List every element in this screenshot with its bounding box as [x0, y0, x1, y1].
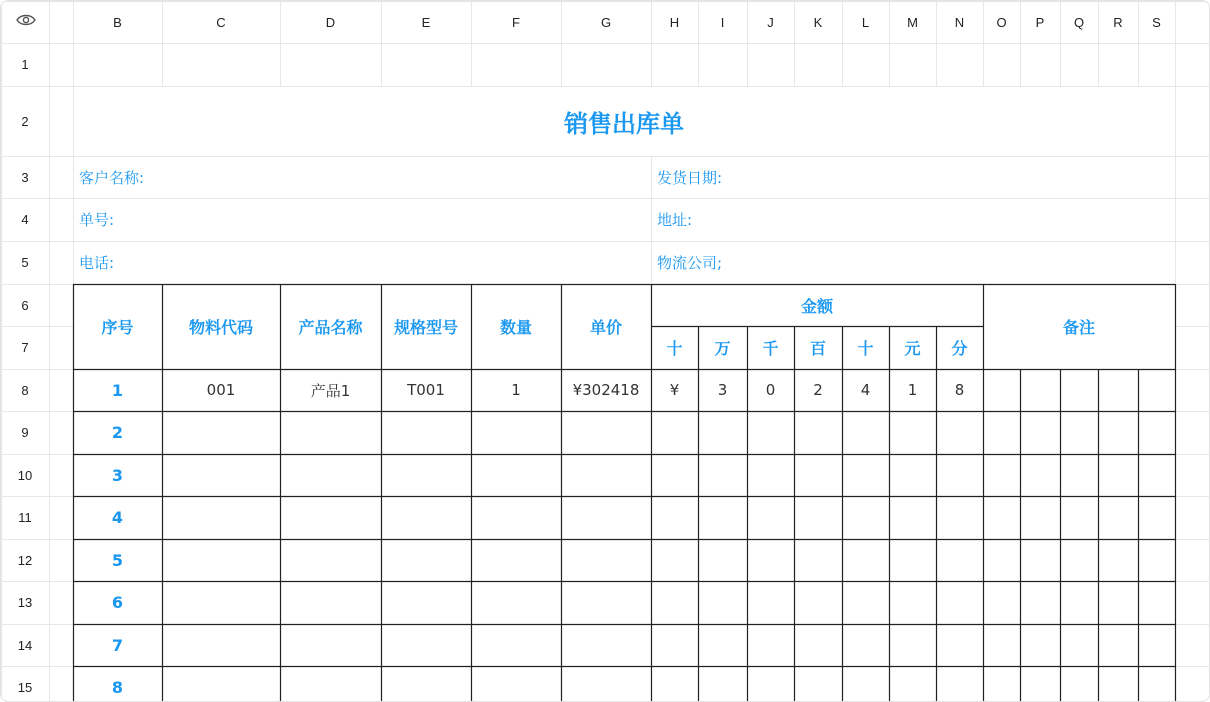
row-header[interactable]: 2	[21, 113, 29, 129]
column-header[interactable]: P	[1035, 14, 1045, 30]
row-1-digit[interactable]: 3	[717, 381, 728, 399]
header-seq[interactable]: 序号	[101, 318, 134, 337]
row-header[interactable]: 5	[21, 255, 29, 270]
row-1-quantity[interactable]: 1	[511, 381, 521, 399]
header-remark[interactable]: 备注	[1062, 318, 1095, 337]
row-1-digit[interactable]: 0	[765, 381, 776, 399]
digit-header-ten-thousands[interactable]: 十	[666, 339, 683, 358]
header-product-name[interactable]: 产品名称	[298, 318, 363, 337]
phone-label[interactable]: 电话:	[79, 254, 115, 272]
row-1-product-name[interactable]: 产品1	[310, 381, 351, 400]
row-1-unit-price[interactable]: ¥302418	[572, 381, 640, 399]
column-header[interactable]: Q	[1073, 14, 1085, 30]
column-header[interactable]: F	[512, 14, 520, 30]
row-1-digit[interactable]: 8	[954, 381, 965, 399]
digit-header-yuan[interactable]: 元	[904, 339, 921, 358]
row-1-digit[interactable]: 4	[860, 381, 871, 399]
order-number-label[interactable]: 单号:	[79, 211, 115, 229]
column-header[interactable]: D	[325, 14, 336, 30]
header-material-code[interactable]: 物料代码	[188, 318, 253, 337]
column-header[interactable]: S	[1152, 14, 1161, 30]
row-seq[interactable]: 4	[111, 508, 124, 527]
column-header[interactable]: M	[907, 14, 918, 30]
address-label[interactable]: 地址:	[657, 211, 693, 229]
header-quantity[interactable]: 数量	[499, 318, 532, 337]
row-seq[interactable]: 6	[111, 593, 124, 612]
row-seq[interactable]: 8	[111, 678, 124, 697]
row-header[interactable]: 7	[21, 340, 29, 355]
row-header[interactable]: 14	[17, 637, 33, 653]
row-header[interactable]: 6	[21, 297, 29, 313]
column-header[interactable]: L	[861, 14, 870, 30]
column-header[interactable]: C	[216, 14, 226, 30]
eye-icon[interactable]	[15, 12, 37, 28]
column-header[interactable]: G	[600, 14, 612, 30]
row-seq[interactable]: 3	[111, 465, 124, 485]
header-spec-model[interactable]: 规格型号	[393, 318, 458, 337]
row-header[interactable]: 3	[21, 169, 29, 185]
logistics-company-label[interactable]: 物流公司;	[657, 254, 723, 272]
ship-date-label[interactable]: 发货日期:	[657, 168, 723, 187]
row-seq[interactable]: 5	[111, 550, 124, 570]
row-seq[interactable]: 2	[111, 423, 124, 442]
column-header[interactable]: R	[1113, 14, 1123, 30]
row-header[interactable]: 11	[18, 510, 32, 525]
row-1-digit[interactable]: 1	[907, 381, 918, 399]
row-1-digit[interactable]: ¥	[669, 381, 680, 399]
customer-name-label[interactable]: 客户名称:	[79, 168, 145, 187]
column-header[interactable]: O	[996, 14, 1007, 30]
column-header[interactable]: I	[720, 14, 725, 30]
column-header[interactable]: K	[813, 14, 823, 30]
digit-header-wan[interactable]: 万	[714, 339, 731, 358]
column-header[interactable]: B	[113, 14, 122, 30]
column-header[interactable]: J	[767, 14, 774, 30]
column-header[interactable]: H	[669, 14, 680, 30]
row-1-digit[interactable]: 2	[813, 381, 823, 399]
row-header[interactable]: 4	[21, 212, 29, 227]
row-header[interactable]: 12	[17, 552, 33, 568]
row-header[interactable]: 9	[21, 425, 29, 440]
digit-header-shi[interactable]: 十	[857, 339, 874, 358]
row-header[interactable]: 8	[21, 382, 29, 398]
row-header[interactable]: 15	[17, 680, 33, 695]
header-unit-price[interactable]: 单价	[589, 318, 622, 337]
row-header[interactable]: 10	[17, 467, 33, 483]
row-header[interactable]: 13	[17, 595, 33, 610]
column-header[interactable]: N	[954, 14, 965, 30]
digit-header-bai[interactable]: 百	[809, 339, 826, 358]
row-header[interactable]: 1	[21, 57, 29, 72]
header-amount[interactable]: 金额	[800, 296, 833, 316]
column-header[interactable]: E	[421, 14, 431, 30]
form-title[interactable]: 销售出库单	[564, 109, 684, 138]
row-seq[interactable]: 7	[111, 635, 124, 655]
row-1-spec-model[interactable]: T001	[407, 381, 445, 399]
row-1-seq[interactable]: 1	[111, 380, 124, 400]
digit-header-qian[interactable]: 千	[762, 339, 779, 358]
row-1-material-code[interactable]: 001	[206, 381, 236, 399]
digit-header-fen[interactable]: 分	[951, 339, 968, 358]
